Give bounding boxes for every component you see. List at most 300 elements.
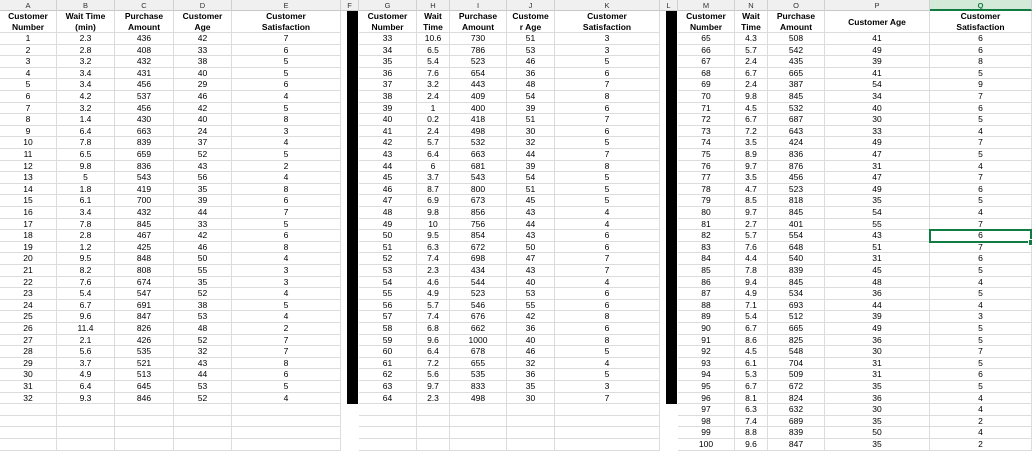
table-2-cell[interactable]: 63 bbox=[359, 381, 417, 393]
empty-cell[interactable] bbox=[115, 416, 174, 428]
table-3-cell[interactable]: 456 bbox=[768, 172, 825, 184]
table-1-cell[interactable]: 29 bbox=[0, 358, 57, 370]
table-1-cell[interactable]: 6.7 bbox=[57, 300, 115, 312]
table-3-cell[interactable]: 693 bbox=[768, 300, 825, 312]
table-3-cell[interactable]: 7 bbox=[930, 242, 1032, 254]
table-3-cell[interactable]: 8.5 bbox=[735, 195, 768, 207]
table-2-cell[interactable]: 6 bbox=[555, 230, 660, 242]
table-1-cell[interactable]: 426 bbox=[115, 335, 174, 347]
table-2-cell[interactable]: 43 bbox=[507, 207, 555, 219]
table-2-cell[interactable]: 34 bbox=[359, 45, 417, 57]
table-1-cell[interactable]: 4.9 bbox=[57, 369, 115, 381]
table-3-cell[interactable]: 4 bbox=[930, 427, 1032, 439]
table-3-cell[interactable]: 97 bbox=[678, 404, 735, 416]
table-1-cell[interactable]: 4 bbox=[232, 91, 341, 103]
table-3-cell[interactable]: 8.9 bbox=[735, 149, 768, 161]
table-2-cell[interactable]: 39 bbox=[507, 103, 555, 115]
table-1-cell[interactable]: 432 bbox=[115, 207, 174, 219]
table-3-cell[interactable]: 49 bbox=[825, 137, 930, 149]
table-1-cell[interactable]: 4 bbox=[232, 288, 341, 300]
table-2-header-cell[interactable] bbox=[417, 11, 450, 33]
table-2-cell[interactable]: 44 bbox=[359, 161, 417, 173]
table-2-cell[interactable]: 418 bbox=[450, 114, 507, 126]
table-3-cell[interactable]: 48 bbox=[825, 277, 930, 289]
table-2-cell[interactable]: 6.4 bbox=[417, 149, 450, 161]
table-3-cell[interactable]: 36 bbox=[825, 335, 930, 347]
table-1-cell[interactable]: 847 bbox=[115, 311, 174, 323]
table-3-cell[interactable]: 75 bbox=[678, 149, 735, 161]
table-3-cell[interactable]: 83 bbox=[678, 242, 735, 254]
table-3-cell[interactable]: 35 bbox=[825, 195, 930, 207]
table-3-cell[interactable]: 7.4 bbox=[735, 416, 768, 428]
table-2-cell[interactable]: 33 bbox=[359, 33, 417, 45]
table-3-cell[interactable]: 2 bbox=[930, 439, 1032, 451]
table-3-cell[interactable]: 512 bbox=[768, 311, 825, 323]
table-1-cell[interactable]: 456 bbox=[115, 79, 174, 91]
empty-cell[interactable] bbox=[507, 427, 555, 439]
empty-cell[interactable] bbox=[450, 416, 507, 428]
table-1-cell[interactable]: 42 bbox=[174, 230, 232, 242]
table-3-cell[interactable]: 5 bbox=[930, 381, 1032, 393]
table-3-cell[interactable]: 89 bbox=[678, 311, 735, 323]
empty-cell[interactable] bbox=[57, 439, 115, 451]
column-letter-m[interactable]: M bbox=[678, 0, 735, 11]
table-3-cell[interactable]: 9 bbox=[930, 79, 1032, 91]
table-1-cell[interactable]: 3.2 bbox=[57, 56, 115, 68]
table-1-cell[interactable]: 5 bbox=[0, 79, 57, 91]
table-1-cell[interactable]: 1.4 bbox=[57, 114, 115, 126]
table-1-cell[interactable]: 2.8 bbox=[57, 230, 115, 242]
table-2-cell[interactable]: 532 bbox=[450, 137, 507, 149]
empty-cell[interactable] bbox=[232, 427, 341, 439]
table-2-cell[interactable]: 6 bbox=[555, 300, 660, 312]
table-3-cell[interactable]: 9.8 bbox=[735, 91, 768, 103]
table-1-cell[interactable]: 5 bbox=[232, 300, 341, 312]
table-1-cell[interactable]: 3 bbox=[232, 126, 341, 138]
table-1-cell[interactable]: 3.4 bbox=[57, 68, 115, 80]
table-3-cell[interactable]: 6 bbox=[930, 33, 1032, 45]
table-2-cell[interactable]: 8 bbox=[555, 311, 660, 323]
table-2-cell[interactable]: 7 bbox=[555, 149, 660, 161]
table-2-cell[interactable]: 543 bbox=[450, 172, 507, 184]
table-2-cell[interactable]: 6 bbox=[555, 103, 660, 115]
empty-cell[interactable] bbox=[450, 439, 507, 451]
table-1-cell[interactable]: 4 bbox=[232, 172, 341, 184]
table-2-cell[interactable]: 5 bbox=[555, 195, 660, 207]
table-1-cell[interactable]: 42 bbox=[174, 103, 232, 115]
table-1-cell[interactable]: 9.8 bbox=[57, 161, 115, 173]
table-2-cell[interactable]: 672 bbox=[450, 242, 507, 254]
table-2-cell[interactable]: 54 bbox=[359, 277, 417, 289]
table-1-cell[interactable]: 44 bbox=[174, 207, 232, 219]
table-2-cell[interactable]: 57 bbox=[359, 311, 417, 323]
table-2-cell[interactable]: 9.6 bbox=[417, 335, 450, 347]
table-3-cell[interactable]: 45 bbox=[825, 265, 930, 277]
table-2-cell[interactable]: 730 bbox=[450, 33, 507, 45]
table-2-cell[interactable]: 7.2 bbox=[417, 358, 450, 370]
empty-cell[interactable] bbox=[359, 404, 417, 416]
table-2-cell[interactable]: 434 bbox=[450, 265, 507, 277]
table-3-cell[interactable]: 3 bbox=[930, 311, 1032, 323]
table-2-cell[interactable]: 35 bbox=[507, 381, 555, 393]
table-3-cell[interactable]: 3.5 bbox=[735, 172, 768, 184]
column-letter-h[interactable]: H bbox=[417, 0, 450, 11]
table-2-cell[interactable]: 5.7 bbox=[417, 137, 450, 149]
table-2-cell[interactable]: 856 bbox=[450, 207, 507, 219]
table-2-cell[interactable]: 36 bbox=[507, 68, 555, 80]
table-3-cell[interactable]: 5 bbox=[930, 114, 1032, 126]
table-1-cell[interactable]: 38 bbox=[174, 56, 232, 68]
table-3-cell[interactable]: 5.7 bbox=[735, 45, 768, 57]
table-3-cell[interactable]: 7.6 bbox=[735, 242, 768, 254]
table-1-cell[interactable]: 659 bbox=[115, 149, 174, 161]
table-2-cell[interactable]: 4 bbox=[555, 358, 660, 370]
table-2-cell[interactable]: 523 bbox=[450, 56, 507, 68]
table-2-cell[interactable]: 5.7 bbox=[417, 300, 450, 312]
empty-cell[interactable] bbox=[555, 404, 660, 416]
table-2-cell[interactable]: 54 bbox=[507, 172, 555, 184]
table-3-cell[interactable]: 73 bbox=[678, 126, 735, 138]
table-1-cell[interactable]: 2 bbox=[232, 323, 341, 335]
table-1-cell[interactable]: 9.3 bbox=[57, 393, 115, 405]
table-3-cell[interactable]: 47 bbox=[825, 149, 930, 161]
table-2-cell[interactable]: 673 bbox=[450, 195, 507, 207]
empty-cell[interactable] bbox=[555, 427, 660, 439]
table-3-cell[interactable]: 542 bbox=[768, 45, 825, 57]
table-1-cell[interactable]: 48 bbox=[174, 323, 232, 335]
table-3-cell[interactable]: 35 bbox=[825, 416, 930, 428]
table-1-cell[interactable]: 6 bbox=[232, 230, 341, 242]
table-1-cell[interactable]: 50 bbox=[174, 253, 232, 265]
table-2-cell[interactable]: 46 bbox=[359, 184, 417, 196]
table-1-cell[interactable]: 3.7 bbox=[57, 358, 115, 370]
table-3-cell[interactable]: 540 bbox=[768, 253, 825, 265]
table-1-cell[interactable]: 7 bbox=[232, 33, 341, 45]
table-3-cell[interactable]: 5 bbox=[930, 358, 1032, 370]
table-1-cell[interactable]: 12 bbox=[0, 161, 57, 173]
table-1-cell[interactable]: 6.1 bbox=[57, 195, 115, 207]
empty-cell[interactable] bbox=[115, 427, 174, 439]
column-letter-a[interactable]: A bbox=[0, 0, 57, 11]
active-cell-outline[interactable] bbox=[929, 229, 1032, 243]
table-3-cell[interactable]: 92 bbox=[678, 346, 735, 358]
empty-cell[interactable] bbox=[417, 439, 450, 451]
table-2-cell[interactable]: 10.6 bbox=[417, 33, 450, 45]
table-2-cell[interactable]: 32 bbox=[507, 137, 555, 149]
table-2-cell[interactable]: 5 bbox=[555, 137, 660, 149]
table-2-cell[interactable]: 7.6 bbox=[417, 68, 450, 80]
column-letter-g[interactable]: G bbox=[359, 0, 417, 11]
table-3-cell[interactable]: 6.7 bbox=[735, 68, 768, 80]
table-1-cell[interactable]: 32 bbox=[0, 393, 57, 405]
table-3-cell[interactable]: 818 bbox=[768, 195, 825, 207]
table-2-cell[interactable]: 2.3 bbox=[417, 265, 450, 277]
table-2-cell[interactable]: 58 bbox=[359, 323, 417, 335]
table-3-cell[interactable]: 689 bbox=[768, 416, 825, 428]
table-2-cell[interactable]: 41 bbox=[359, 126, 417, 138]
column-letter-l[interactable]: L bbox=[660, 0, 678, 11]
table-3-cell[interactable]: 824 bbox=[768, 393, 825, 405]
table-1-cell[interactable]: 9.6 bbox=[57, 311, 115, 323]
table-1-cell[interactable]: 3 bbox=[232, 265, 341, 277]
table-2-cell[interactable]: 43 bbox=[507, 265, 555, 277]
table-3-cell[interactable]: 643 bbox=[768, 126, 825, 138]
table-2-cell[interactable]: 7 bbox=[555, 253, 660, 265]
empty-cell[interactable] bbox=[359, 416, 417, 428]
table-3-cell[interactable]: 31 bbox=[825, 358, 930, 370]
table-1-cell[interactable]: 436 bbox=[115, 33, 174, 45]
table-3-cell[interactable]: 70 bbox=[678, 91, 735, 103]
table-3-cell[interactable]: 5 bbox=[930, 288, 1032, 300]
table-3-cell[interactable]: 99 bbox=[678, 427, 735, 439]
table-3-cell[interactable]: 4.9 bbox=[735, 288, 768, 300]
table-2-cell[interactable]: 9.7 bbox=[417, 381, 450, 393]
table-1-cell[interactable]: 4 bbox=[0, 68, 57, 80]
table-1-cell[interactable]: 839 bbox=[115, 137, 174, 149]
table-1-cell[interactable]: 7 bbox=[232, 346, 341, 358]
table-2-cell[interactable]: 6.5 bbox=[417, 45, 450, 57]
table-2-cell[interactable]: 523 bbox=[450, 288, 507, 300]
table-2-cell[interactable]: 45 bbox=[507, 195, 555, 207]
table-1-cell[interactable]: 30 bbox=[0, 369, 57, 381]
table-2-cell[interactable]: 7 bbox=[555, 393, 660, 405]
table-3-cell[interactable]: 30 bbox=[825, 114, 930, 126]
table-1-cell[interactable]: 40 bbox=[174, 68, 232, 80]
table-2-cell[interactable]: 6 bbox=[555, 126, 660, 138]
table-2-cell[interactable]: 48 bbox=[507, 79, 555, 91]
table-1-cell[interactable]: 8 bbox=[0, 114, 57, 126]
table-3-cell[interactable]: 8.8 bbox=[735, 427, 768, 439]
table-3-cell[interactable]: 100 bbox=[678, 439, 735, 451]
empty-cell[interactable] bbox=[174, 427, 232, 439]
column-letter-c[interactable]: C bbox=[115, 0, 174, 11]
table-1-cell[interactable]: 5 bbox=[232, 381, 341, 393]
table-2-cell[interactable]: 800 bbox=[450, 184, 507, 196]
table-2-cell[interactable]: 6 bbox=[555, 288, 660, 300]
table-1-cell[interactable]: 543 bbox=[115, 172, 174, 184]
table-1-cell[interactable]: 6 bbox=[232, 45, 341, 57]
table-3-cell[interactable]: 7.1 bbox=[735, 300, 768, 312]
table-1-cell[interactable]: 1.2 bbox=[57, 242, 115, 254]
column-letter-p[interactable]: P bbox=[825, 0, 930, 11]
table-1-cell[interactable]: 4 bbox=[232, 393, 341, 405]
table-1-cell[interactable]: 27 bbox=[0, 335, 57, 347]
table-2-cell[interactable]: 38 bbox=[359, 91, 417, 103]
table-3-cell[interactable]: 632 bbox=[768, 404, 825, 416]
table-3-cell[interactable]: 47 bbox=[825, 172, 930, 184]
table-1-cell[interactable]: 52 bbox=[174, 288, 232, 300]
table-3-cell[interactable]: 88 bbox=[678, 300, 735, 312]
table-2-cell[interactable]: 7.4 bbox=[417, 253, 450, 265]
table-3-cell[interactable]: 33 bbox=[825, 126, 930, 138]
empty-cell[interactable] bbox=[359, 439, 417, 451]
table-3-cell[interactable]: 5 bbox=[930, 323, 1032, 335]
table-3-cell[interactable]: 5 bbox=[930, 195, 1032, 207]
table-3-cell[interactable]: 845 bbox=[768, 91, 825, 103]
table-1-cell[interactable]: 43 bbox=[174, 161, 232, 173]
table-2-cell[interactable]: 409 bbox=[450, 91, 507, 103]
table-3-cell[interactable]: 4.5 bbox=[735, 103, 768, 115]
table-3-cell[interactable]: 4.4 bbox=[735, 253, 768, 265]
table-1-cell[interactable]: 2 bbox=[232, 161, 341, 173]
empty-cell[interactable] bbox=[417, 427, 450, 439]
table-1-cell[interactable]: 6 bbox=[232, 195, 341, 207]
table-1-cell[interactable]: 408 bbox=[115, 45, 174, 57]
table-2-cell[interactable]: 4 bbox=[555, 207, 660, 219]
empty-cell[interactable] bbox=[507, 404, 555, 416]
table-3-cell[interactable]: 86 bbox=[678, 277, 735, 289]
table-3-cell[interactable]: 51 bbox=[825, 242, 930, 254]
table-3-cell[interactable]: 79 bbox=[678, 195, 735, 207]
table-3-cell[interactable]: 68 bbox=[678, 68, 735, 80]
table-3-cell[interactable]: 78 bbox=[678, 184, 735, 196]
table-1-cell[interactable]: 8 bbox=[232, 358, 341, 370]
table-3-cell[interactable]: 4 bbox=[930, 126, 1032, 138]
empty-cell[interactable] bbox=[57, 404, 115, 416]
table-3-cell[interactable]: 30 bbox=[825, 404, 930, 416]
table-3-cell[interactable]: 5 bbox=[930, 68, 1032, 80]
table-1-cell[interactable]: 848 bbox=[115, 253, 174, 265]
table-2-cell[interactable]: 54 bbox=[507, 91, 555, 103]
table-2-cell[interactable]: 2.4 bbox=[417, 91, 450, 103]
table-3-cell[interactable]: 665 bbox=[768, 68, 825, 80]
table-1-cell[interactable]: 8 bbox=[232, 114, 341, 126]
table-2-cell[interactable]: 53 bbox=[507, 288, 555, 300]
table-1-cell[interactable]: 535 bbox=[115, 346, 174, 358]
table-1-cell[interactable]: 663 bbox=[115, 126, 174, 138]
table-2-cell[interactable]: 64 bbox=[359, 393, 417, 405]
table-1-cell[interactable]: 46 bbox=[174, 91, 232, 103]
table-1-cell[interactable]: 39 bbox=[174, 195, 232, 207]
table-1-cell[interactable]: 836 bbox=[115, 161, 174, 173]
table-3-cell[interactable]: 401 bbox=[768, 219, 825, 231]
table-2-cell[interactable]: 6.3 bbox=[417, 242, 450, 254]
table-3-cell[interactable]: 7 bbox=[930, 137, 1032, 149]
table-2-cell[interactable]: 5.6 bbox=[417, 369, 450, 381]
table-3-cell[interactable]: 82 bbox=[678, 230, 735, 242]
table-2-cell[interactable]: 40 bbox=[359, 114, 417, 126]
table-2-cell[interactable]: 662 bbox=[450, 323, 507, 335]
table-1-cell[interactable]: 674 bbox=[115, 277, 174, 289]
table-3-header-cell[interactable] bbox=[825, 11, 930, 33]
table-1-cell[interactable]: 43 bbox=[174, 358, 232, 370]
table-1-cell[interactable]: 5 bbox=[57, 172, 115, 184]
table-1-cell[interactable]: 513 bbox=[115, 369, 174, 381]
table-1-cell[interactable]: 5 bbox=[232, 56, 341, 68]
table-2-cell[interactable]: 42 bbox=[507, 311, 555, 323]
table-3-cell[interactable]: 2.4 bbox=[735, 79, 768, 91]
table-1-cell[interactable]: 38 bbox=[174, 300, 232, 312]
table-3-cell[interactable]: 50 bbox=[825, 427, 930, 439]
table-2-cell[interactable]: 498 bbox=[450, 126, 507, 138]
table-1-cell[interactable]: 2 bbox=[0, 45, 57, 57]
table-3-cell[interactable]: 6 bbox=[930, 369, 1032, 381]
table-3-cell[interactable]: 90 bbox=[678, 323, 735, 335]
table-3-cell[interactable]: 5 bbox=[930, 335, 1032, 347]
table-2-cell[interactable]: 6.9 bbox=[417, 195, 450, 207]
table-2-cell[interactable]: 681 bbox=[450, 161, 507, 173]
table-2-header-cell[interactable] bbox=[555, 11, 660, 33]
table-3-cell[interactable]: 7.2 bbox=[735, 126, 768, 138]
table-3-cell[interactable]: 54 bbox=[825, 79, 930, 91]
table-2-cell[interactable]: 56 bbox=[359, 300, 417, 312]
table-1-cell[interactable]: 31 bbox=[0, 381, 57, 393]
table-3-cell[interactable]: 66 bbox=[678, 45, 735, 57]
table-1-cell[interactable]: 15 bbox=[0, 195, 57, 207]
table-1-cell[interactable]: 22 bbox=[0, 277, 57, 289]
table-3-cell[interactable]: 4 bbox=[930, 404, 1032, 416]
table-2-cell[interactable]: 55 bbox=[507, 300, 555, 312]
table-2-header-cell[interactable] bbox=[359, 11, 417, 33]
table-2-cell[interactable]: 3.2 bbox=[417, 79, 450, 91]
table-3-cell[interactable]: 5.4 bbox=[735, 311, 768, 323]
fill-handle[interactable] bbox=[1028, 239, 1032, 246]
table-3-cell[interactable]: 4 bbox=[930, 393, 1032, 405]
table-3-cell[interactable]: 36 bbox=[825, 288, 930, 300]
table-1-cell[interactable]: 42 bbox=[174, 33, 232, 45]
column-letter-j[interactable]: J bbox=[507, 0, 555, 11]
table-2-cell[interactable]: 7 bbox=[555, 114, 660, 126]
table-2-cell[interactable]: 6.8 bbox=[417, 323, 450, 335]
table-2-cell[interactable]: 4.9 bbox=[417, 288, 450, 300]
table-2-cell[interactable]: 51 bbox=[507, 114, 555, 126]
table-2-cell[interactable]: 756 bbox=[450, 219, 507, 231]
table-1-cell[interactable]: 431 bbox=[115, 68, 174, 80]
table-1-cell[interactable]: 24 bbox=[0, 300, 57, 312]
table-2-cell[interactable]: 60 bbox=[359, 346, 417, 358]
table-1-cell[interactable]: 7 bbox=[0, 103, 57, 115]
table-2-cell[interactable]: 5 bbox=[555, 184, 660, 196]
table-3-cell[interactable]: 35 bbox=[825, 439, 930, 451]
table-3-cell[interactable]: 2 bbox=[930, 416, 1032, 428]
table-3-cell[interactable]: 49 bbox=[825, 184, 930, 196]
table-2-cell[interactable]: 48 bbox=[359, 207, 417, 219]
table-1-cell[interactable]: 2.1 bbox=[57, 335, 115, 347]
table-3-cell[interactable]: 4.3 bbox=[735, 33, 768, 45]
table-1-cell[interactable]: 10 bbox=[0, 137, 57, 149]
table-3-cell[interactable]: 7 bbox=[930, 346, 1032, 358]
table-2-header-cell[interactable] bbox=[450, 11, 507, 33]
table-3-cell[interactable]: 5 bbox=[930, 149, 1032, 161]
table-2-cell[interactable]: 833 bbox=[450, 381, 507, 393]
table-3-cell[interactable]: 7.8 bbox=[735, 265, 768, 277]
table-1-cell[interactable]: 2.3 bbox=[57, 33, 115, 45]
table-1-cell[interactable]: 467 bbox=[115, 230, 174, 242]
table-1-cell[interactable]: 808 bbox=[115, 265, 174, 277]
table-1-cell[interactable]: 53 bbox=[174, 311, 232, 323]
empty-cell[interactable] bbox=[0, 427, 57, 439]
table-3-cell[interactable]: 6.3 bbox=[735, 404, 768, 416]
table-1-cell[interactable]: 24 bbox=[174, 126, 232, 138]
table-2-cell[interactable]: 2.3 bbox=[417, 393, 450, 405]
column-letter-o[interactable]: O bbox=[768, 0, 825, 11]
table-2-cell[interactable]: 8.7 bbox=[417, 184, 450, 196]
table-3-cell[interactable]: 532 bbox=[768, 103, 825, 115]
table-1-cell[interactable]: 35 bbox=[174, 277, 232, 289]
table-1-cell[interactable]: 6.5 bbox=[57, 149, 115, 161]
table-1-cell[interactable]: 11.4 bbox=[57, 323, 115, 335]
table-3-cell[interactable]: 7 bbox=[930, 91, 1032, 103]
table-3-cell[interactable]: 39 bbox=[825, 311, 930, 323]
table-3-cell[interactable]: 84 bbox=[678, 253, 735, 265]
table-2-cell[interactable]: 36 bbox=[359, 68, 417, 80]
empty-cell[interactable] bbox=[232, 416, 341, 428]
table-3-cell[interactable]: 93 bbox=[678, 358, 735, 370]
table-1-cell[interactable]: 691 bbox=[115, 300, 174, 312]
table-1-cell[interactable]: 5 bbox=[232, 68, 341, 80]
table-1-cell[interactable]: 8 bbox=[232, 184, 341, 196]
table-1-cell[interactable]: 52 bbox=[174, 149, 232, 161]
